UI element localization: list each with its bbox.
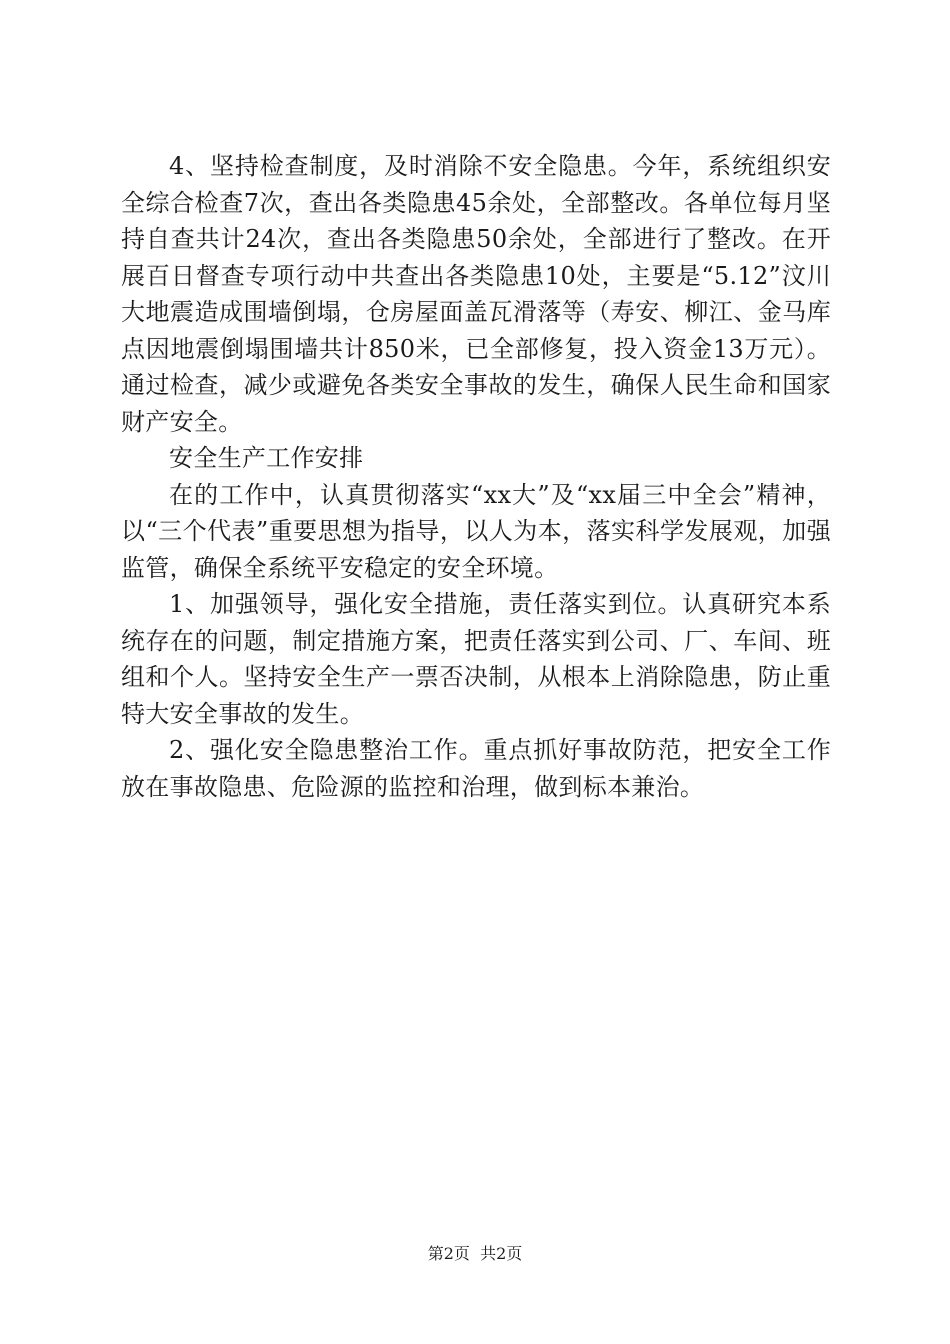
section-heading-safety-plan: 安全生产工作安排 [169,444,364,472]
paragraph-hazard-remediation: 2、强化安全隐患整治工作。重点抓好事故防范，把安全工作放在事故隐患、危险源的监控和治理，做到标本兼治。 [121,736,831,801]
document-body [121,148,831,805]
page-footer [0,1244,950,1264]
paragraph-work-guidance: 在的工作中，认真贯彻落实“xx大”及“xx届三中全会”精神，以“三个代表”重要思想为指导，以人为本，落实科学发展观，加强监管，确保全系统平安稳定的安全环境。 [121,480,831,582]
paragraph-leadership-measures: 1、加强领导，强化安全措施，责任落实到位。认真研究本系统存在的问题，制定措施方案，把责任落实到公司、厂、车间、班组和个人。坚持安全生产一票否决制，从根本上消除隐患，防止重特大安全事故的发生。 [121,590,831,728]
page-number-label: 第2页 共2页 [427,1244,523,1263]
paragraph-inspection-system: 4、坚持检查制度，及时消除不安全隐患。今年，系统组织安全综合检查7次，查出各类隐患45余处，全部整改。各单位每月坚持自查共计24次，查出各类隐患50余处，全部进行了整改。在开展百日督查专项行动中共查出各类隐患10处，主要是“5.12”汶川大地震造成围墙倒塌，仓房屋面盖瓦滑落等（寿安、柳江、金马库点因地震倒塌围墙共计850米，已全部修复，投入资金13万元）。通过检查，减少或避免各类安全事故的发生，确保人民生命和国家财产安全。 [121,152,831,436]
